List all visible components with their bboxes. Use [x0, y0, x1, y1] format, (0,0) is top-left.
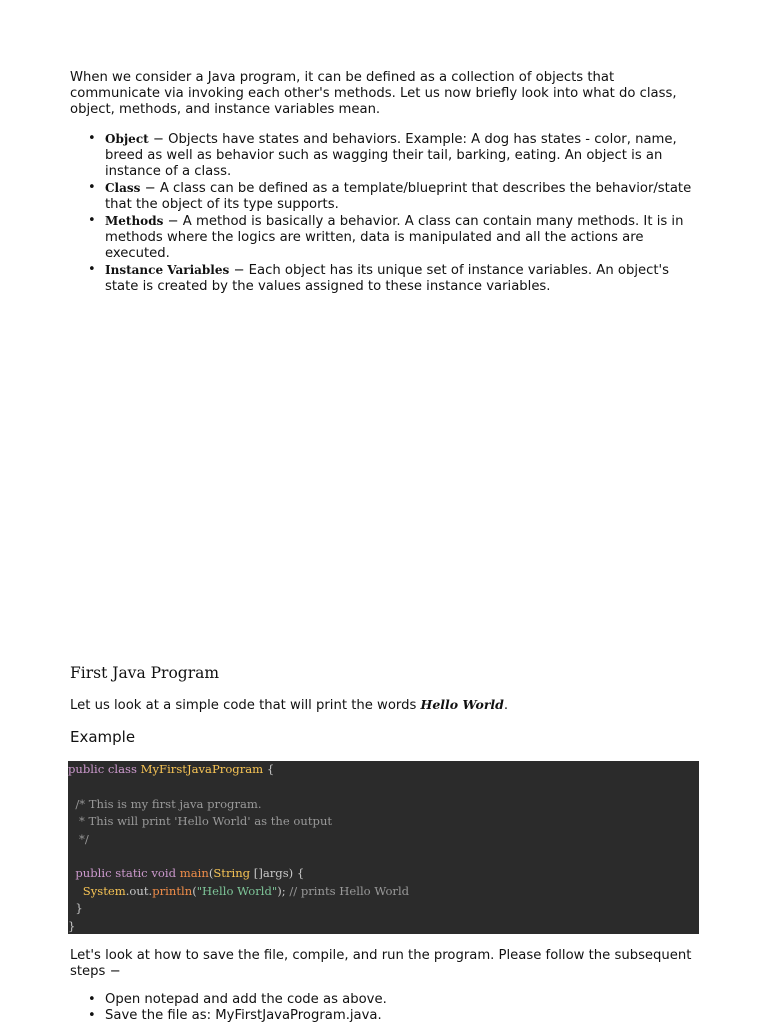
code-class-name: MyFirstJavaProgram — [140, 762, 264, 776]
list-item — [70, 213, 700, 262]
bullet-icon: • — [88, 992, 96, 1007]
code-comment: // prints Hello World — [289, 883, 410, 898]
list-item — [70, 180, 700, 213]
code-keyword: static — [115, 866, 148, 881]
lead-paragraph — [70, 697, 700, 714]
list-item — [70, 1008, 700, 1024]
example-heading: Example — [70, 728, 136, 746]
code-function: println — [152, 883, 193, 898]
concept-desc: − Each object has its unique set of instance variables. An object's state is created by the values assigned to these instance variables. — [105, 263, 670, 294]
bullet-icon: • — [88, 1008, 96, 1023]
code-brace: } — [68, 918, 76, 933]
concept-desc: − A method is basically a behavior. A class can contain many methods. It is in methods where the logics are written, data is manipulated and all the actions are executed. — [105, 214, 684, 261]
concepts-list — [70, 131, 700, 295]
code-params: []args) { — [250, 866, 305, 881]
concept-term: Class — [105, 181, 141, 195]
code-brace: } — [75, 901, 83, 916]
list-item — [70, 131, 700, 180]
code-class-ref: System — [82, 883, 126, 898]
list-item — [70, 262, 700, 295]
code-keyword: void — [151, 866, 177, 881]
concept-term: Object — [105, 132, 149, 146]
code-type: String — [213, 866, 251, 881]
concept-term: Methods — [105, 214, 164, 228]
intro-paragraph: When we consider a Java program, it can be defined as a collection of objects that communicate via invoking each other's methods. Let us now briefly look into what do class, object, methods, and instance variables mean. — [70, 70, 677, 117]
lead-end: . — [503, 698, 509, 713]
step-text: Open notepad and add the code as above. — [105, 992, 387, 1007]
code-stmt-end: ); — [277, 883, 290, 898]
code-brace: { — [266, 762, 275, 776]
code-keyword: public — [68, 762, 105, 776]
list-item — [70, 992, 700, 1008]
code-string: "Hello World" — [196, 883, 278, 898]
steps-intro-paragraph: Let's look at how to save the file, compile, and run the program. Please follow the subsequent steps − — [70, 948, 692, 979]
steps-list — [70, 992, 700, 1024]
code-comment: */ — [75, 831, 89, 846]
bullet-icon: • — [88, 262, 96, 277]
hello-world-emphasis: Hello World — [420, 697, 504, 712]
concept-desc: − A class can be defined as a template/blueprint that describes the behavior/state that the object of its type supports. — [105, 181, 692, 212]
bullet-icon: • — [88, 131, 96, 146]
step-text: Save the file as: MyFirstJavaProgram.java. — [105, 1008, 382, 1023]
code-keyword: public — [75, 866, 112, 881]
section-title: First Java Program — [70, 664, 220, 682]
code-member: .out. — [125, 883, 153, 898]
concept-desc: − Objects have states and behaviors. Example: A dog has states - color, name, breed as well as behavior such as wagging their tail, barking, eating. An object is an instance of a class. — [105, 132, 677, 179]
bullet-icon: • — [88, 213, 96, 228]
code-keyword: class — [107, 762, 137, 776]
code-function: main — [179, 866, 209, 881]
code-comment: /* This is my first java program. — [75, 796, 262, 811]
bullet-icon: • — [88, 180, 96, 195]
concept-term: Instance Variables — [105, 263, 230, 277]
code-block: public class MyFirstJavaProgram { /* This is my first java program. * This will print 'Hello World' as the output */ public static void main(String []args) { System.out.println("Hello World"); // prints Hello World } } — [68, 761, 699, 934]
code-comment: * This will print 'Hello World' as the output — [75, 814, 333, 829]
lead-text: Let us look at a simple code that will print the words — [70, 698, 421, 713]
